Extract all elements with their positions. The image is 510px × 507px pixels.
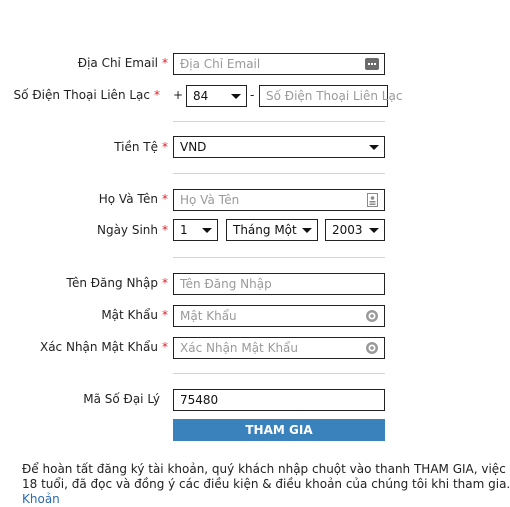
keyboard-icon[interactable] <box>365 57 379 77</box>
email-label-text: Địa Chỉ Email <box>77 56 158 70</box>
password-field[interactable] <box>173 305 385 327</box>
required-mark: * <box>162 192 168 206</box>
terms-line-1: Để hoàn tất đăng ký tài khoản, quý khách nhập chuột vào thanh THAM GIA, việc <box>22 462 506 476</box>
required-mark: * <box>162 340 168 354</box>
fullname-label <box>99 191 168 207</box>
phone-dash: - <box>250 88 255 102</box>
chevron-down-icon <box>202 228 212 233</box>
chevron-down-icon <box>302 228 312 233</box>
required-mark: * <box>162 276 168 290</box>
birth-month-value: Tháng Một <box>233 223 297 237</box>
fullname-field[interactable] <box>173 189 385 211</box>
chevron-down-icon <box>369 228 379 233</box>
section-divider <box>173 373 385 374</box>
terms-line-2: 18 tuổi, đã đọc và đồng ý các điều kiện & điều khoản của chúng tôi khi tham gia. <box>22 477 510 491</box>
agent-code-label-text: Mã Số Đại Lý <box>83 392 160 406</box>
currency-label <box>114 139 168 155</box>
chevron-down-icon <box>231 94 241 99</box>
currency-label-text: Tiền Tệ <box>114 140 158 154</box>
phone-label <box>14 87 160 103</box>
birth-year-value: 2003 <box>332 223 363 237</box>
birth-day-value: 1 <box>180 223 188 237</box>
country-code-value: 84 <box>193 89 209 103</box>
fullname-label-text: Họ Và Tên <box>98 192 158 206</box>
agent-code-label <box>83 391 160 407</box>
email-label <box>78 55 168 71</box>
phone-plus-sign: + <box>173 88 184 102</box>
confirm-password-placeholder: Xác Nhận Mật Khẩu <box>180 341 299 355</box>
required-mark: * <box>162 223 168 237</box>
password-label-text: Mật Khẩu <box>101 308 158 322</box>
required-mark: * <box>162 308 168 322</box>
required-mark: * <box>162 56 168 70</box>
section-divider <box>173 257 385 258</box>
chevron-down-icon <box>369 145 379 150</box>
password-placeholder: Mật Khẩu <box>180 309 237 323</box>
section-divider <box>173 121 385 122</box>
birth-day-select[interactable] <box>173 219 218 241</box>
terms-notice <box>22 462 510 507</box>
visibility-icon[interactable] <box>365 341 379 361</box>
confirm-password-label-text: Xác Nhận Mật Khẩu <box>39 340 158 354</box>
username-label-text: Tên Đăng Nhập <box>66 276 158 290</box>
username-placeholder: Tên Đăng Nhập <box>180 277 272 291</box>
birth-month-select[interactable] <box>226 219 318 241</box>
fullname-placeholder: Họ Và Tên <box>180 193 240 207</box>
confirm-password-label <box>40 339 168 355</box>
birthday-label <box>97 222 168 238</box>
terms-link[interactable]: Khoản <box>22 492 60 506</box>
currency-value: VND <box>180 140 207 154</box>
required-mark: * <box>154 88 160 102</box>
username-field[interactable] <box>173 273 385 295</box>
confirm-password-field[interactable] <box>173 337 385 359</box>
email-field[interactable] <box>173 53 385 75</box>
currency-select[interactable] <box>173 136 385 158</box>
id-card-icon <box>367 193 378 213</box>
agent-code-value: 75480 <box>180 393 219 407</box>
section-divider <box>173 173 385 174</box>
phone-number-field[interactable] <box>259 85 403 107</box>
visibility-icon[interactable] <box>365 309 379 329</box>
phone-placeholder: Số Điện Thoại Liên Lạc <box>266 89 403 103</box>
required-mark: * <box>162 140 168 154</box>
phone-label-text: Số Điện Thoại Liên Lạc <box>13 88 150 102</box>
email-placeholder: Địa Chỉ Email <box>180 57 261 71</box>
password-label <box>101 307 168 323</box>
birthday-label-text: Ngày Sinh <box>96 223 158 237</box>
join-button[interactable]: THAM GIA <box>173 419 385 441</box>
country-code-select[interactable] <box>186 85 247 107</box>
birth-year-select[interactable] <box>325 219 385 241</box>
username-label <box>66 275 168 291</box>
agent-code-field[interactable] <box>173 389 385 411</box>
